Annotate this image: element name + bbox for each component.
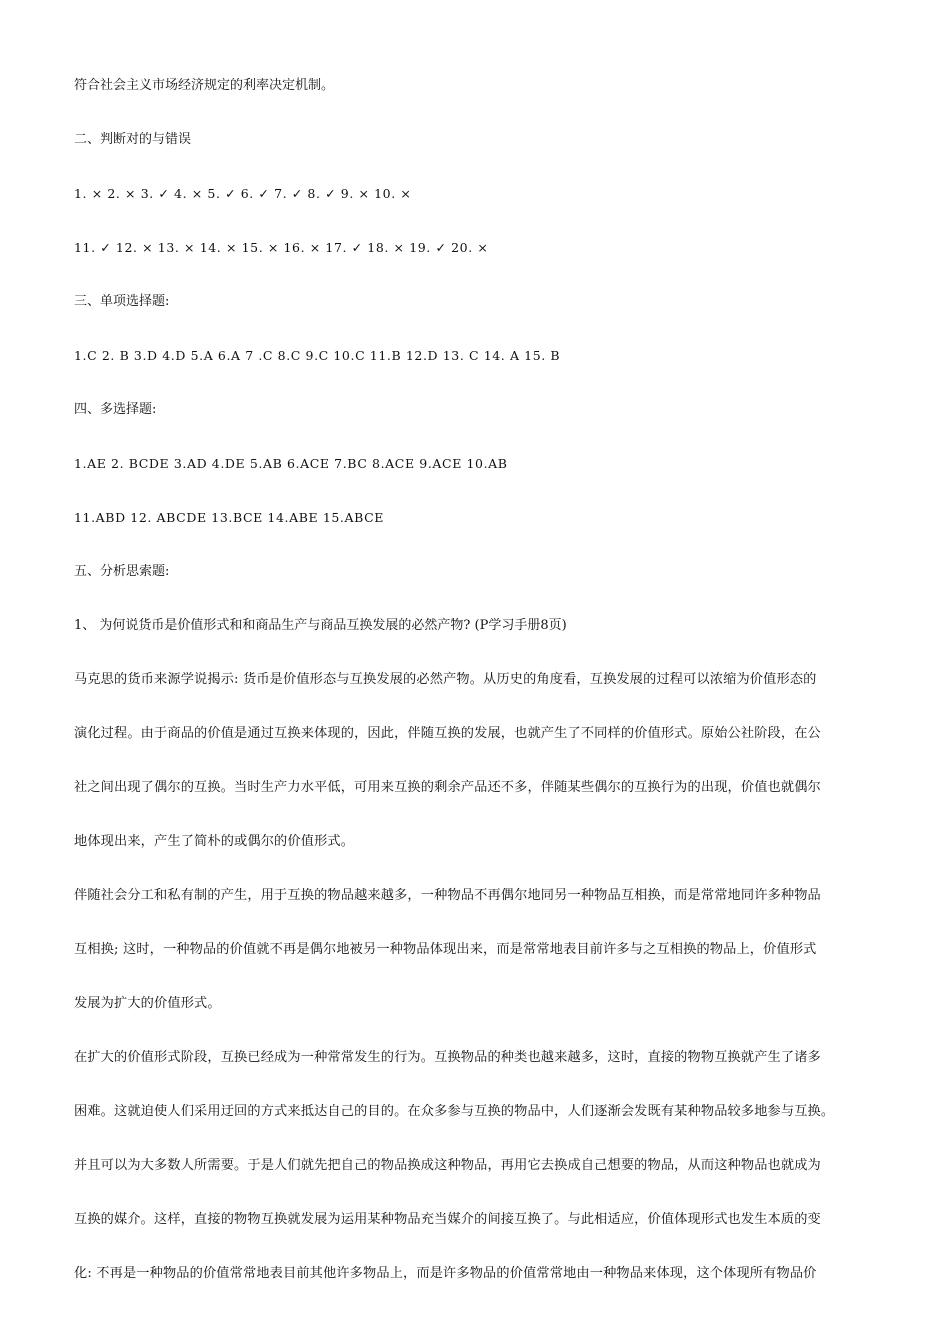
paragraph-line: 并且可以为大多数人所需要。于是人们就先把自己的物品换成这种物品，再用它去换成自己想要的物品，从而这种物品也就成为 (74, 1158, 821, 1173)
paragraph-line: 地体现出来，产生了简朴的或偶尔的价值形式。 (74, 834, 355, 849)
paragraph-line: 社之间出现了偶尔的互换。当时生产力水平低，可用来互换的剩余产品还不多，伴随某些偶尔的互换行为的出现，价值也就偶尔 (74, 780, 821, 795)
section-heading-multi-choice: 四、多选择题: (74, 402, 157, 417)
paragraph-line: 困难。这就迫使人们采用迂回的方式来抵达自己的目的。在众多参与互换的物品中，人们逐渐会发既有某种物品较多地参与互换。 (74, 1104, 835, 1119)
paragraph-line: 互换的媒介。这样，直接的物物互换就发展为运用某种物品充当媒介的间接互换了。与此相适应，价值体现形式也发生本质的变 (74, 1212, 821, 1227)
answer-row: 11.ABD 12. ABCDE 13.BCE 14.ABE 15.ABCE (74, 510, 385, 525)
question-title: 1、 为何说货币是价值形式和和商品生产与商品互换发展的必然产物? (P学习手册8页) (74, 618, 567, 633)
answer-row: 1.C 2. B 3.D 4.D 5.A 6.A 7 .C 8.C 9.C 10.C 11.B 12.D 13. C 14. A 15. B (74, 348, 561, 363)
answer-row: 11. ✓ 12. × 13. × 14. × 15. × 16. × 17. ✓ 18. × 19. ✓ 20. × (74, 240, 489, 255)
section-heading-analysis: 五、分析思索题: (74, 564, 170, 579)
paragraph-line: 伴随社会分工和私有制的产生，用于互换的物品越来越多，一种物品不再偶尔地同另一种物品互相换，而是常常地同许多种物品 (74, 888, 821, 903)
paragraph-line: 发展为扩大的价值形式。 (74, 996, 221, 1011)
paragraph-line: 马克思的货币来源学说揭示: 货币是价值形态与互换发展的必然产物。从历史的角度看，互换发展的过程可以浓缩为价值形态的 (74, 672, 817, 687)
paragraph-line: 演化过程。由于商品的价值是通过互换来体现的，因此，伴随互换的发展，也就产生了不同样的价值形式。原始公社阶段，在公 (74, 726, 821, 741)
paragraph-line: 在扩大的价值形式阶段，互换已经成为一种常常发生的行为。互换物品的种类也越来越多，这时，直接的物物互换就产生了诸多 (74, 1050, 821, 1065)
paragraph-line: 化: 不再是一种物品的价值常常地表目前其他许多物品上，而是许多物品的价值常常地由一种物品来体现，这个体现所有物品价 (74, 1266, 817, 1281)
section-heading-true-false: 二、判断对的与错误 (74, 132, 192, 147)
answer-row: 1. × 2. × 3. ✓ 4. × 5. ✓ 6. ✓ 7. ✓ 8. ✓ 9. × 10. × (74, 186, 412, 201)
answer-row: 1.AE 2. BCDE 3.AD 4.DE 5.AB 6.ACE 7.BC 8.ACE 9.ACE 10.AB (74, 456, 508, 471)
text-line: 符合社会主义市场经济规定的利率决定机制。 (74, 78, 335, 93)
section-heading-single-choice: 三、单项选择题: (74, 294, 170, 309)
paragraph-line: 互相换; 这时，一种物品的价值就不再是偶尔地被另一种物品体现出来，而是常常地表目前许多与之互相换的物品上，价值形式 (74, 942, 817, 957)
